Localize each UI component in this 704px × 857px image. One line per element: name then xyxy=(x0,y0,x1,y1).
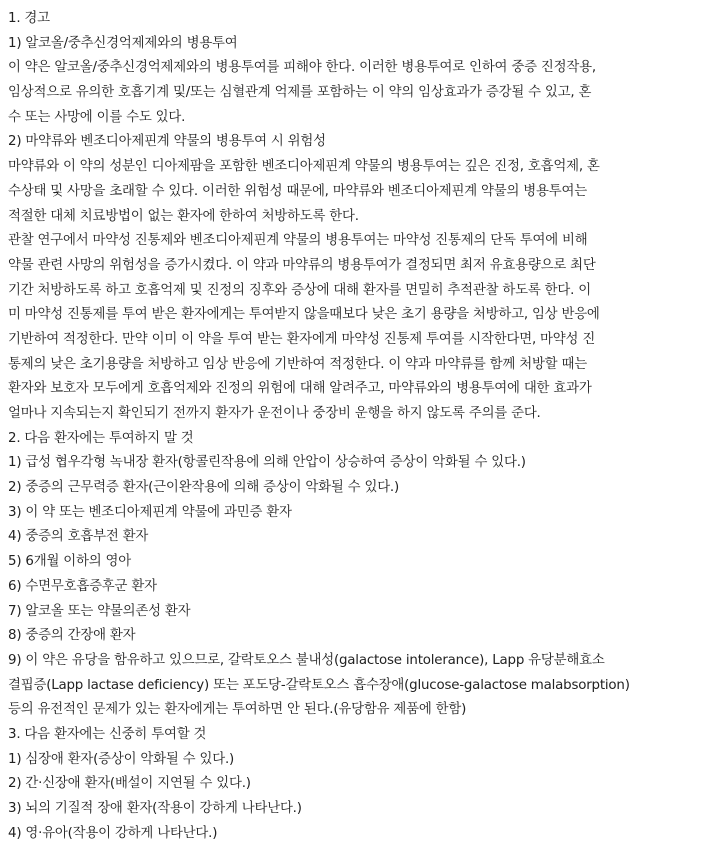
list-item: 5) 6개월 이하의 영아 xyxy=(8,554,131,570)
paragraph-line: 적절한 대체 치료방법이 없는 환자에 한하여 처방하도록 한다. xyxy=(8,208,359,224)
list-item: 3) 뇌의 기질적 장애 환자(작용이 강하게 나타난다.) xyxy=(8,801,302,816)
list-item: 1) 심장애 환자(증상이 악화될 수 있다.) xyxy=(8,751,235,767)
list-item: 2) 중증의 근무력증 환자(근이완작용에 의해 증상이 악화될 수 있다.) xyxy=(8,480,400,496)
paragraph-line: 임상적으로 유의한 호흡기계 및/또는 심혈관계 억제를 포함하는 이 약의 임상효과가 증강될 수 있고, 혼 xyxy=(8,85,592,101)
list-item: 2) 간·신장애 환자(배설이 지연될 수 있다.) xyxy=(8,776,251,792)
paragraph-line: 얼마나 지속되는지 확인되기 전까지 환자가 운전이나 중장비 운행을 하지 않도록 주의를 준다. xyxy=(8,406,541,421)
list-item: 4) 중증의 호흡부전 환자 xyxy=(8,529,149,545)
paragraph-line: 약물 관련 사망의 위험성을 증가시켰다. 이 약과 마약류의 병용투여가 결정되면 최저 유효용량으로 최단 xyxy=(8,257,596,273)
list-item-continuation: 결핍증(Lapp lactase deficiency) 또는 포도당-갈락토오스 흡수장애(glucose-galactose malabsorption) xyxy=(8,677,630,693)
list-item: 6) 수면무호흡증후군 환자 xyxy=(8,578,157,594)
list-item: 9) 이 약은 유당을 함유하고 있으므로, 갈락토오스 불내성(galactose intolerance), Lapp 유당분해효소 xyxy=(8,652,605,668)
paragraph-line: 관찰 연구에서 마약성 진통제와 벤조디아제핀계 약물의 병용투여는 마약성 진통제의 단독 투여에 비해 xyxy=(8,233,588,249)
list-item-continuation: 등의 유전적인 문제가 있는 환자에게는 투여하면 안 된다.(유당함유 제품에 한함) xyxy=(8,702,467,718)
paragraph-line: 기간 처방하도록 하고 호흡억제 및 진정의 징후와 증상에 대해 환자를 면밀히 추적관찰 하도록 한다. 이 xyxy=(8,282,591,298)
subheading-opioid-benzodiazepine: 2) 마약류와 벤조디아제핀계 약물의 병용투여 시 위험성 xyxy=(8,134,326,150)
section-heading-precautions: 3. 다음 환자에는 신중히 투여할 것 xyxy=(8,726,207,742)
list-item: 8) 중증의 간장애 환자 xyxy=(8,628,136,644)
section-heading-contraindications: 2. 다음 환자에는 투여하지 말 것 xyxy=(8,430,194,446)
paragraph-line: 마약류와 이 약의 성분인 디아제팜을 포함한 벤조디아제핀계 약물의 병용투여는 깊은 진정, 호흡억제, 혼 xyxy=(8,159,600,175)
document-body xyxy=(8,7,700,846)
list-item: 1) 급성 협우각형 녹내장 환자(항콜린작용에 의해 안압이 상승하여 증상이 악화될 수 있다.) xyxy=(8,455,526,471)
paragraph-line: 기반하여 적정한다. 만약 이미 이 약을 투여 받는 환자에게 마약성 진통제 투여를 시작한다면, 마약성 진 xyxy=(8,331,596,347)
list-item: 7) 알코올 또는 약물의존성 환자 xyxy=(8,603,191,619)
paragraph-line: 환자와 보호자 모두에게 호흡억제와 진정의 위험에 대해 알려주고, 마약류와의 병용투여에 대한 효과가 xyxy=(8,381,592,397)
paragraph-line: 이 약은 알코올/중추신경억제제와의 병용투여를 피해야 한다. 이러한 병용투여로 인하여 중증 진정작용, xyxy=(8,60,596,76)
list-item: 4) 영·유아(작용이 강하게 나타난다.) xyxy=(8,825,218,841)
subheading-alcohol-cns: 1) 알코올/중추신경억제제와의 병용투여 xyxy=(8,35,238,51)
paragraph-line: 수 또는 사망에 이를 수도 있다. xyxy=(8,109,186,125)
list-item: 3) 이 약 또는 벤조디아제핀계 약물에 과민증 환자 xyxy=(8,504,292,520)
section-heading-warning: 1. 경고 xyxy=(8,11,50,26)
paragraph-line: 통제의 낮은 초기용량을 처방하고 임상 반응에 기반하여 적정한다. 이 약과 마약류를 함께 처방할 때는 xyxy=(8,356,587,372)
paragraph-line: 미 마약성 진통제를 투여 받은 환자에게는 투여받지 않을때보다 낮은 초기 용량을 처방하고, 임상 반응에 xyxy=(8,307,600,323)
paragraph-line: 수상태 및 사망을 초래할 수 있다. 이러한 위험성 때문에, 마약류와 벤조디아제핀계 약물의 병용투여는 xyxy=(8,183,587,199)
